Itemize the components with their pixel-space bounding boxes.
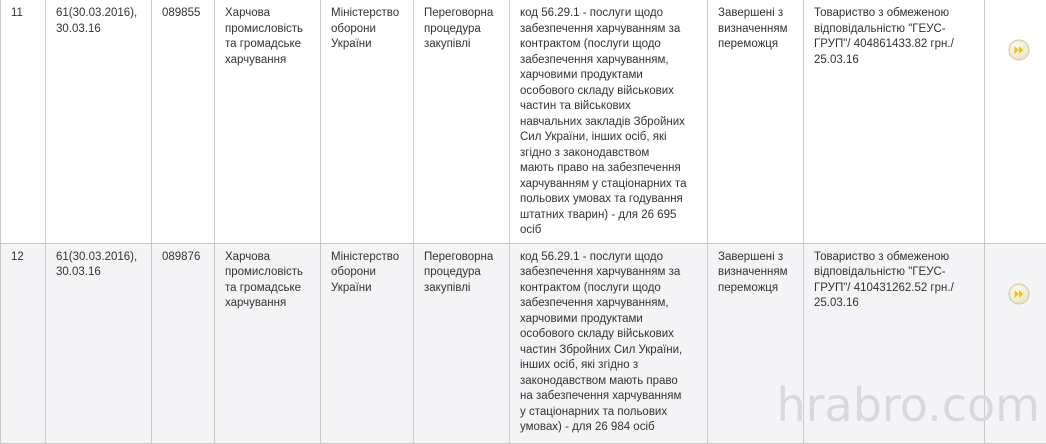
customer-cell: Міністерство оборони України: [321, 0, 414, 243]
table-row: [1, 0, 1046, 243]
table-row: [1, 243, 1046, 443]
industry-cell: Харчова промисловість та громадське харчування: [215, 0, 321, 243]
procedure-cell: Переговорна процедура закупівлі: [414, 243, 510, 443]
action-cell: [985, 243, 1046, 443]
subject-cell: код 56.29.1 - послуги щодо забезпечення харчуванням за контрактом (послуги щодо забезпечення харчуванням, харчовими продуктами особового складу військових частин та військових навчальних закладів Збройних Сил України, інших осіб, які згідно з законодавством мають право на забезпечення харчуванням у стаціонарних та польових умовах та годування штатних тварин) - для 26 695 осіб: [510, 0, 708, 243]
subject-cell: код 56.29.1 - послуги щодо забезпечення харчуванням за контрактом (послуги щодо забезпечення харчуванням, харчовими продуктами особового складу військових частин Збройних Сил України, інших осіб, які згідно з законодавством мають право на забезпечення харчуванням у стаціонарних та польових умовах) - для 26 984 осіб: [510, 243, 708, 443]
procedure-cell: Переговорна процедура закупівлі: [414, 0, 510, 243]
status-cell: Завершені з визначенням переможця: [708, 0, 804, 243]
watermark: hrabro.com: [776, 378, 1040, 432]
fast-forward-icon[interactable]: [1008, 24, 1030, 46]
row-number: 12: [1, 243, 46, 443]
winner-cell: Товариство з обмеженою відповідальністю "ГЕУС- ГРУП"/ 404861433.82 грн./ 25.03.16: [804, 0, 985, 243]
fast-forward-icon[interactable]: [1008, 267, 1030, 289]
decision-cell: 61(30.03.2016), 30.03.16: [46, 0, 152, 243]
row-number: 11: [1, 0, 46, 243]
industry-cell: Харчова промисловість та громадське харчування: [215, 243, 321, 443]
status-cell: Завершені з визначенням переможця: [708, 243, 804, 443]
customer-cell: Міністерство оборони України: [321, 243, 414, 443]
decision-cell: 61(30.03.2016), 30.03.16: [46, 243, 152, 443]
action-cell: [985, 0, 1046, 243]
winner-cell: Товариство з обмеженою відповідальністю "ГЕУС- ГРУП"/ 410431262.52 грн./ 25.03.16: [804, 243, 985, 443]
code-cell: 089876: [152, 243, 215, 443]
code-cell: 089855: [152, 0, 215, 243]
